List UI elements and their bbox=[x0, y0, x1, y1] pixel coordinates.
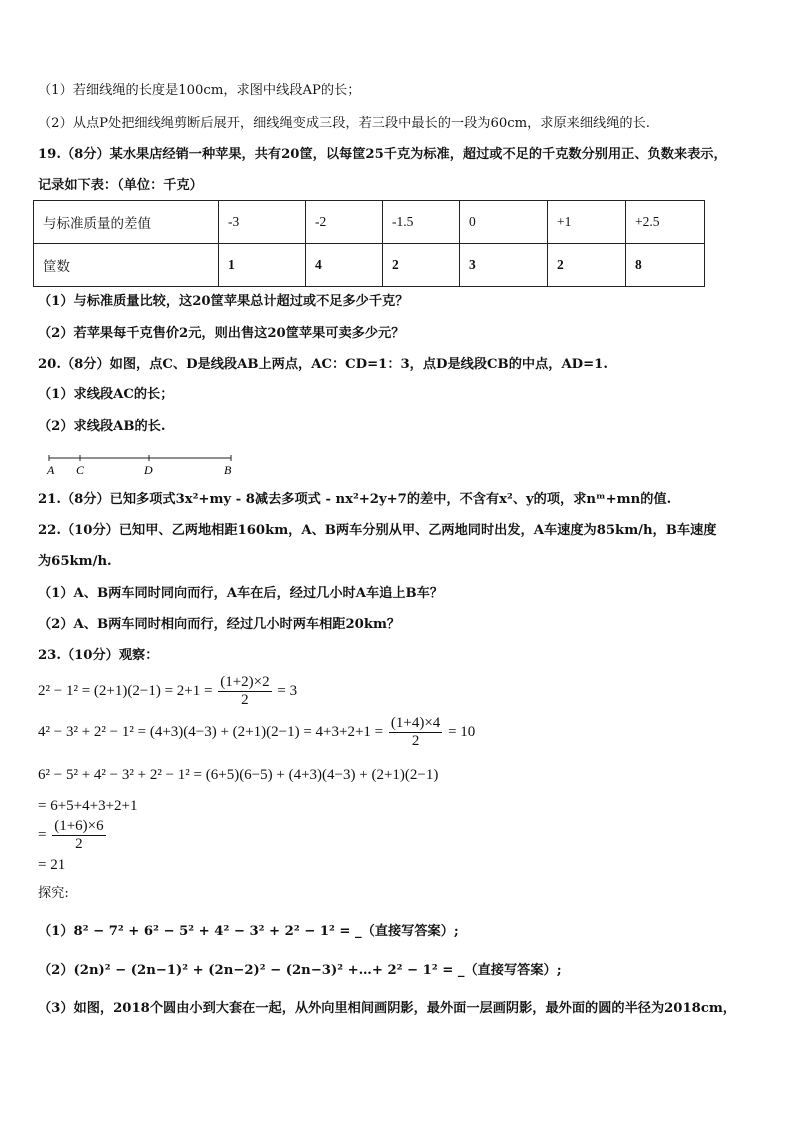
q23-eq3-line2: = 6+5+4+3+2+1 bbox=[38, 798, 138, 814]
eq2-denominator: 2 bbox=[411, 733, 420, 750]
q22-stem: 22.（10分）已知甲、乙两地相距160km，A、B两车分别从甲、乙两地同时出发，A车速度为85km/h，B车速度 bbox=[38, 523, 717, 538]
eq2-numerator: (1+4)×4 bbox=[390, 715, 441, 732]
table-cell: 2 bbox=[548, 244, 626, 287]
q23-explore-2: （2）(2n)² − (2n−1)² + (2n−2)² − (2n−3)² +…+ 2² − 1² = _（直接写答案）; bbox=[38, 963, 562, 978]
table-cell: 4 bbox=[306, 244, 383, 287]
table-cell: -3 bbox=[219, 201, 306, 244]
eq2-left: 4² − 3² + 2² − 1² = (4+3)(4−3) + (2+1)(2−1) = 4+3+2+1 = bbox=[38, 724, 384, 740]
q19-part2: （2）若苹果每千克售价2元，则出售这20筐苹果可卖多少元？ bbox=[38, 326, 405, 341]
eq2-right: = 10 bbox=[448, 724, 476, 740]
q21-stem: 21.（8分）已知多项式3x²+my - 8减去多项式 - nx²+2y+7的差中，不含有x²、y的项，求nᵐ+mn的值. bbox=[38, 492, 672, 507]
table-cell: 3 bbox=[460, 244, 548, 287]
q20-part1: （1）求线段AC的长； bbox=[38, 387, 174, 402]
eq3-fraction bbox=[52, 818, 105, 853]
q19-part1: （1）与标准质量比较，这20筐苹果总计超过或不足多少千克？ bbox=[38, 294, 409, 309]
eq1-right: = 3 bbox=[277, 683, 298, 699]
label-d: D bbox=[144, 463, 153, 477]
q19-stem-cont: 记录如下表：（单位：千克） bbox=[38, 178, 203, 193]
table-cell: -2 bbox=[306, 201, 383, 244]
q23-stem: 23.（10分）观察： bbox=[38, 648, 159, 663]
table-cell: 筐数 bbox=[34, 244, 219, 287]
table-cell: 8 bbox=[626, 244, 705, 287]
q23-eq1 bbox=[38, 673, 297, 709]
q23-eq3-line4: = 21 bbox=[38, 857, 66, 873]
eq1-numerator: (1+2)×2 bbox=[220, 674, 270, 691]
label-b: B bbox=[224, 463, 232, 477]
table-cell: 1 bbox=[219, 244, 306, 287]
q23-eq3: 6² − 5² + 4² − 3² + 2² − 1² = (6+5)(6−5) + (4+3)(4−3) + (2+1)(2−1) bbox=[38, 767, 439, 783]
q22-part2: （2）A、B两车同时相向而行，经过几小时两车相距20km？ bbox=[38, 617, 401, 632]
table-cell: +2.5 bbox=[626, 201, 705, 244]
table-row bbox=[34, 201, 705, 244]
q23-explore-1: （1）8² − 7² + 6² − 5² + 4² − 3² + 2² − 1² = _（直接写答案）; bbox=[38, 924, 459, 939]
table-cell: 与标准质量的差值 bbox=[34, 201, 219, 244]
eq2-fraction bbox=[389, 715, 442, 750]
q22-part1: （1）A、B两车同时同向而行，A车在后，经过几小时A车追上B车？ bbox=[38, 586, 444, 601]
q23-eq2 bbox=[38, 714, 475, 750]
q22-stem-cont: 为65km/h. bbox=[38, 554, 112, 569]
q18-part2: （2）从点P处把细线绳剪断后展开，细线绳变成三段，若三段中最长的一段为60cm，求原来细线绳的长. bbox=[38, 116, 650, 131]
table-cell: +1 bbox=[548, 201, 626, 244]
q20-part2: （2）求线段AB的长. bbox=[38, 419, 166, 434]
label-a: A bbox=[47, 463, 55, 477]
eq3-numerator: (1+6)×6 bbox=[54, 818, 104, 834]
q20-stem: 20.（8分）如图，点C、D是线段AB上两点，AC：CD=1：3，点D是线段CB的中点，AD=1. bbox=[38, 357, 608, 372]
table-row bbox=[34, 244, 705, 287]
eq1-denominator: 2 bbox=[241, 692, 249, 709]
q18-part1: （1）若细线绳的长度是100cm，求图中线段AP的长； bbox=[38, 83, 361, 98]
eq1-fraction bbox=[218, 674, 271, 709]
table-cell: 0 bbox=[460, 201, 548, 244]
table-cell: -1.5 bbox=[383, 201, 460, 244]
eq3-denominator: 2 bbox=[75, 836, 83, 852]
q23-explore-3: （3）如图，2018个圆由小到大套在一起，从外向里相间画阴影，最外面一层画阴影，最外面的圆的半径为2018cm， bbox=[38, 1001, 736, 1016]
q23-explore-label: 探究: bbox=[38, 886, 69, 901]
table-cell: 2 bbox=[383, 244, 460, 287]
q19-stem: 19.（8分）某水果店经销一种苹果，共有20筐，以每筐25千克为标准，超过或不足的千克数分别用正、负数来表示， bbox=[38, 147, 727, 162]
eq1-left: 2² − 1² = (2+1)(2−1) = 2+1 = bbox=[38, 683, 213, 699]
segment-diagram bbox=[46, 455, 236, 477]
q19-table bbox=[33, 200, 705, 287]
q23-eq3-line3: = $\frac{(1+6)\times 6}{2}$ bbox=[38, 818, 104, 852]
label-c: C bbox=[76, 463, 85, 477]
